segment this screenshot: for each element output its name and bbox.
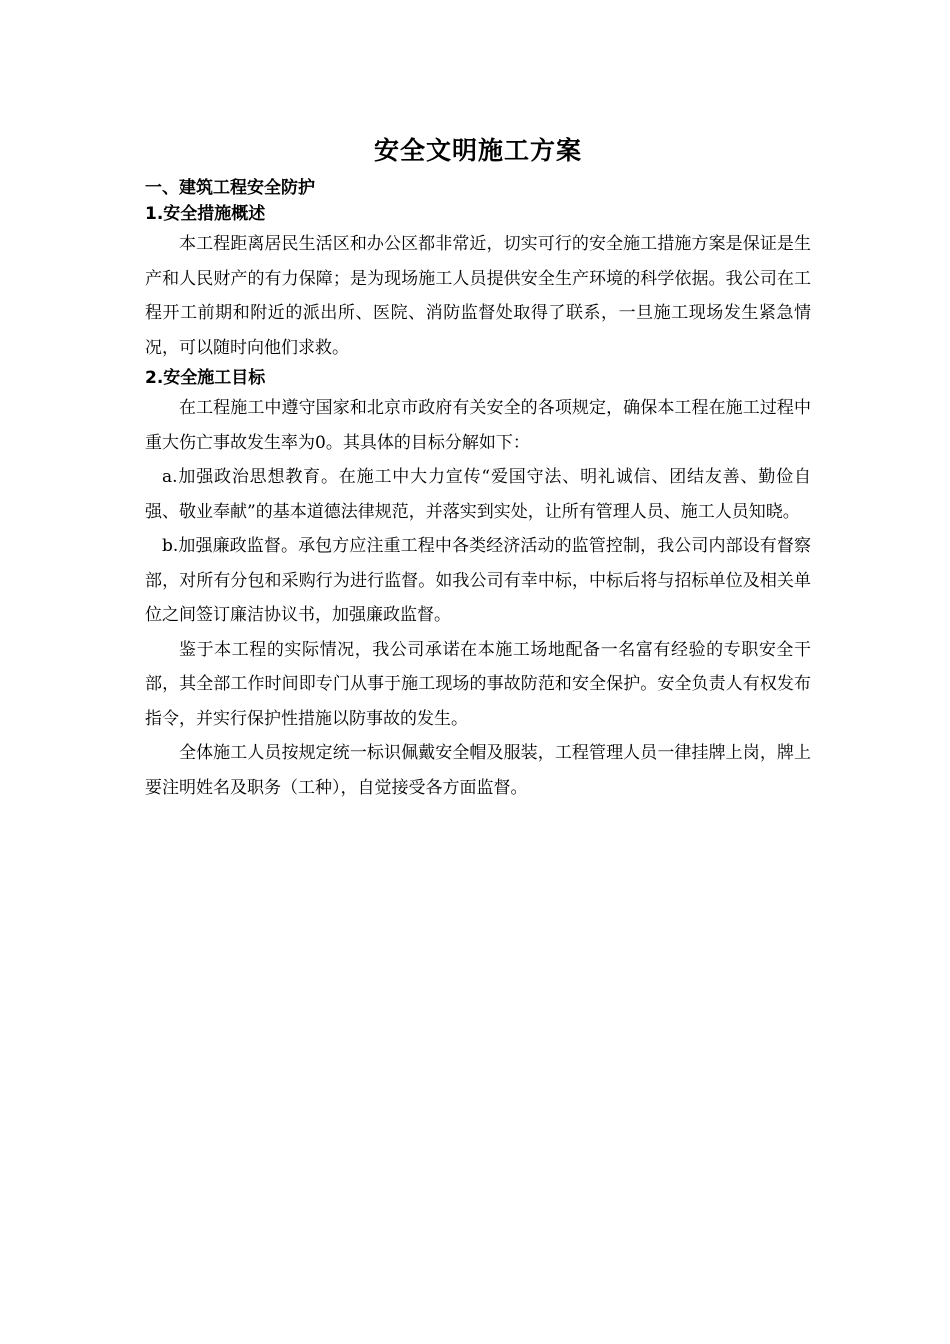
paragraph-measures-overview: 本工程距离居民生活区和办公区都非常近，切实可行的安全施工措施方案是保证是生产和人民财产的有力保障；是为现场施工人员提供安全生产环境的科学依据。我公司在工程开工前期和附近的派出所、医院、消防监督处取得了联系，一旦施工现场发生紧急情况，可以随时向他们求救。 <box>145 234 811 358</box>
subheading-safety-goals: 2.安全施工目标 <box>145 368 266 388</box>
section-heading-safety-protection: 一、建筑工程安全防护 <box>145 178 315 198</box>
list-item-a-political-education: a.加强政治思想教育。在施工中大力宣传“爱国守法、明礼诚信、团结友善、勤俭自强、敬业奉献”的基本道德法律规范，并落实到实处，让所有管理人员、施工人员知晓。 <box>145 467 811 522</box>
document-title: 安全文明施工方案 <box>373 136 582 165</box>
list-item-b-integrity-supervision: b.加强廉政监督。承包方应注重工程中各类经济活动的监管控制，我公司内部设有督察部，对所有分包和采购行为进行监督。如我公司有幸中标，中标后将与招标单位及相关单位之间签订廉洁协议书，加强廉政监督。 <box>145 536 811 625</box>
document-page <box>145 131 811 805</box>
paragraph-safety-officer: 鉴于本工程的实际情况，我公司承诺在本施工场地配备一名富有经验的专职安全干部，其全部工作时间即专门从事于施工现场的事故防范和安全保护。安全负责人有权发布指令，并实行保护性措施以防事故的发生。 <box>145 639 811 729</box>
paragraph-personnel-identification: 全体施工人员按规定统一标识佩戴安全帽及服装，工程管理人员一律挂牌上岗，牌上要注明姓名及职务（工种），自觉接受各方面监督。 <box>145 743 811 798</box>
subheading-safety-measures-overview: 1.安全措施概述 <box>145 204 266 224</box>
paragraph-safety-goals: 在工程施工中遵守国家和北京市政府有关安全的各项规定，确保本工程在施工过程中重大伤亡事故发生率为0。其具体的目标分解如下： <box>145 398 811 453</box>
